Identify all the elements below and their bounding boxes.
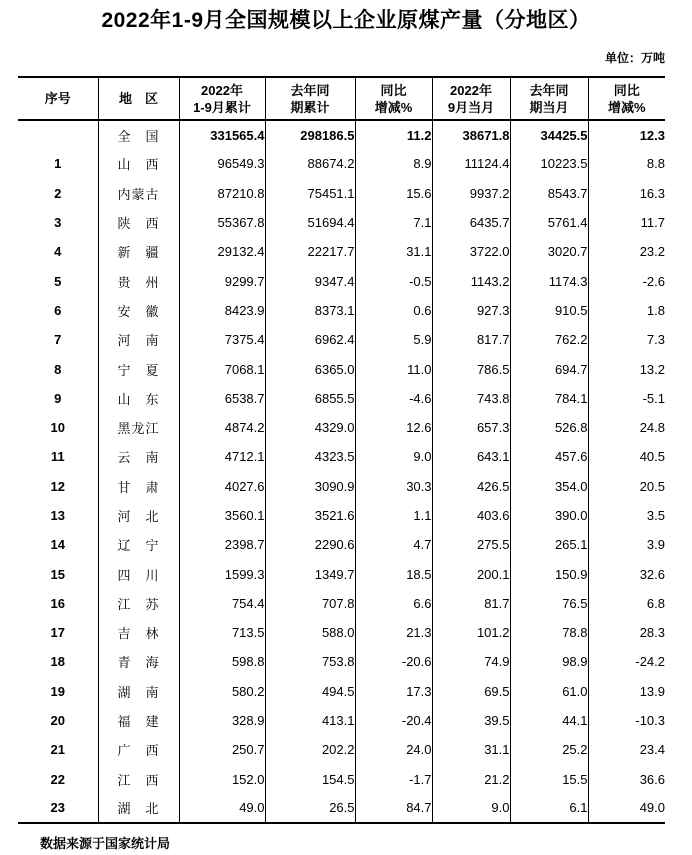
value-cell: 6.1 <box>510 794 588 823</box>
table-row <box>18 794 665 823</box>
value-cell: 36.6 <box>588 765 665 794</box>
col-header-yoy-cumulative <box>355 77 432 120</box>
value-cell: 154.5 <box>265 765 355 794</box>
value-cell: 6962.4 <box>265 325 355 354</box>
col-header-2022-september-line2: 9月当月 <box>447 99 495 115</box>
table-row <box>18 296 665 325</box>
value-cell: 12.3 <box>588 120 665 149</box>
value-cell: 457.6 <box>510 442 588 471</box>
value-cell: 1349.7 <box>265 559 355 588</box>
unit-label: 单位：万吨 <box>604 51 665 65</box>
value-cell: 8423.9 <box>179 296 265 325</box>
value-cell: 75451.1 <box>265 179 355 208</box>
value-cell: 8.9 <box>355 149 432 178</box>
value-cell: 13.2 <box>588 354 665 383</box>
region-cell: 湖 北 <box>98 794 179 823</box>
value-cell: 20.5 <box>588 472 665 501</box>
serial-cell: 3 <box>54 215 62 231</box>
value-cell: 6435.7 <box>432 208 510 237</box>
value-cell: 9937.2 <box>432 179 510 208</box>
value-cell: 6.8 <box>588 589 665 618</box>
region-cell: 内蒙古 <box>98 179 179 208</box>
header-row <box>18 77 665 120</box>
serial-cell: 22 <box>50 771 65 787</box>
value-cell: 25.2 <box>510 735 588 764</box>
value-cell: -4.6 <box>355 384 432 413</box>
col-header-region-line1: 地 区 <box>118 91 158 106</box>
region-cell: 江 苏 <box>98 589 179 618</box>
col-header-yoy-september-line1: 同比 <box>613 82 640 98</box>
serial-cell: 2 <box>54 185 62 201</box>
region-cell: 青 海 <box>98 647 179 676</box>
serial-cell: 9 <box>54 390 62 406</box>
serial-cell <box>18 120 98 149</box>
serial-cell: 6 <box>54 302 62 318</box>
region-cell: 河 北 <box>98 501 179 530</box>
serial-cell: 16 <box>50 595 65 611</box>
serial-cell: 11 <box>50 449 65 465</box>
value-cell: 275.5 <box>432 530 510 559</box>
value-cell: 910.5 <box>510 296 588 325</box>
value-cell: 29132.4 <box>179 237 265 266</box>
value-cell: 6855.5 <box>265 384 355 413</box>
value-cell: 200.1 <box>432 559 510 588</box>
table-row <box>18 618 665 647</box>
value-cell: 265.1 <box>510 530 588 559</box>
value-cell: 39.5 <box>432 706 510 735</box>
value-cell: 3020.7 <box>510 237 588 266</box>
value-cell: 49.0 <box>179 794 265 823</box>
value-cell: 9.0 <box>355 442 432 471</box>
value-cell: 15.5 <box>510 765 588 794</box>
value-cell: 55367.8 <box>179 208 265 237</box>
value-cell: 250.7 <box>179 735 265 764</box>
table-row <box>18 179 665 208</box>
value-cell: 0.6 <box>355 296 432 325</box>
value-cell: 328.9 <box>179 706 265 735</box>
value-cell: 588.0 <box>265 618 355 647</box>
table-body <box>18 120 665 823</box>
region-cell: 江 西 <box>98 765 179 794</box>
value-cell: 17.3 <box>355 677 432 706</box>
value-cell: 927.3 <box>432 296 510 325</box>
serial-cell: 19 <box>50 683 65 699</box>
value-cell: -24.2 <box>588 647 665 676</box>
serial-cell: 20 <box>50 713 65 729</box>
value-cell: 8.8 <box>588 149 665 178</box>
col-header-2022-cumulative-line1: 2022年 <box>201 82 243 98</box>
value-cell: 21.3 <box>355 618 432 647</box>
value-cell: 3521.6 <box>265 501 355 530</box>
value-cell: 3560.1 <box>179 501 265 530</box>
col-header-lastyear-september-line1: 去年同 <box>529 82 569 98</box>
region-cell: 黑龙江 <box>98 413 179 442</box>
value-cell: 87210.8 <box>179 179 265 208</box>
value-cell: 403.6 <box>432 501 510 530</box>
col-header-yoy-september-line2: 增减% <box>607 99 646 115</box>
table-row <box>18 354 665 383</box>
value-cell: 298186.5 <box>265 120 355 149</box>
value-cell: 753.8 <box>265 647 355 676</box>
value-cell: 98.9 <box>510 647 588 676</box>
col-header-lastyear-september-line2: 期当月 <box>529 99 569 115</box>
data-source-note: 数据来源于国家统计局 <box>40 836 171 852</box>
value-cell: 413.1 <box>265 706 355 735</box>
region-cell: 广 西 <box>98 735 179 764</box>
col-header-yoy-september <box>588 77 665 120</box>
value-cell: 11.2 <box>355 120 432 149</box>
table-row <box>18 589 665 618</box>
value-cell: 101.2 <box>432 618 510 647</box>
value-cell: 694.7 <box>510 354 588 383</box>
region-cell: 吉 林 <box>98 618 179 647</box>
serial-cell: 17 <box>50 625 65 641</box>
col-header-region <box>98 77 179 120</box>
value-cell: 754.4 <box>179 589 265 618</box>
value-cell: 762.2 <box>510 325 588 354</box>
value-cell: 2398.7 <box>179 530 265 559</box>
value-cell: 49.0 <box>588 794 665 823</box>
region-cell: 四 川 <box>98 559 179 588</box>
value-cell: 34425.5 <box>510 120 588 149</box>
value-cell: 7068.1 <box>179 354 265 383</box>
value-cell: 1174.3 <box>510 266 588 295</box>
value-cell: 6365.0 <box>265 354 355 383</box>
value-cell: 3722.0 <box>432 237 510 266</box>
serial-cell: 14 <box>50 537 65 553</box>
value-cell: -20.6 <box>355 647 432 676</box>
value-cell: 8373.1 <box>265 296 355 325</box>
table-row <box>18 765 665 794</box>
value-cell: 9299.7 <box>179 266 265 295</box>
value-cell: 3.9 <box>588 530 665 559</box>
value-cell: -0.5 <box>355 266 432 295</box>
table-row <box>18 266 665 295</box>
col-header-2022-cumulative-line2: 1-9月累计 <box>193 99 251 115</box>
value-cell: 4.7 <box>355 530 432 559</box>
col-header-2022-september-line1: 2022年 <box>450 82 492 98</box>
page-title: 2022年1-9月全国规模以上企业原煤产量（分地区） <box>101 9 591 32</box>
table-row <box>18 647 665 676</box>
region-cell: 宁 夏 <box>98 354 179 383</box>
value-cell: 88674.2 <box>265 149 355 178</box>
value-cell: 580.2 <box>179 677 265 706</box>
region-cell: 云 南 <box>98 442 179 471</box>
col-header-2022-cumulative <box>179 77 265 120</box>
value-cell: 4874.2 <box>179 413 265 442</box>
table-row <box>18 559 665 588</box>
value-cell: -2.6 <box>588 266 665 295</box>
value-cell: 1.1 <box>355 501 432 530</box>
value-cell: 18.5 <box>355 559 432 588</box>
table-row <box>18 735 665 764</box>
table-row <box>18 149 665 178</box>
value-cell: 12.6 <box>355 413 432 442</box>
value-cell: 2290.6 <box>265 530 355 559</box>
table-row <box>18 706 665 735</box>
value-cell: 817.7 <box>432 325 510 354</box>
value-cell: 150.9 <box>510 559 588 588</box>
region-cell: 新 疆 <box>98 237 179 266</box>
value-cell: 31.1 <box>355 237 432 266</box>
value-cell: 390.0 <box>510 501 588 530</box>
col-header-lastyear-cumulative <box>265 77 355 120</box>
serial-cell: 15 <box>50 566 65 582</box>
value-cell: 5.9 <box>355 325 432 354</box>
value-cell: 202.2 <box>265 735 355 764</box>
coal-production-table <box>18 76 665 824</box>
value-cell: 11.7 <box>588 208 665 237</box>
value-cell: 7.3 <box>588 325 665 354</box>
region-cell: 全 国 <box>98 120 179 149</box>
serial-cell: 18 <box>50 654 65 670</box>
col-header-lastyear-cumulative-line2: 期累计 <box>290 99 330 115</box>
value-cell: 6.6 <box>355 589 432 618</box>
table-row <box>18 325 665 354</box>
value-cell: 1143.2 <box>432 266 510 295</box>
region-cell: 安 徽 <box>98 296 179 325</box>
value-cell: -1.7 <box>355 765 432 794</box>
value-cell: 31.1 <box>432 735 510 764</box>
value-cell: 4712.1 <box>179 442 265 471</box>
table-row <box>18 472 665 501</box>
region-cell: 辽 宁 <box>98 530 179 559</box>
region-cell: 贵 州 <box>98 266 179 295</box>
serial-cell: 1 <box>54 156 62 172</box>
value-cell: 84.7 <box>355 794 432 823</box>
region-cell: 陕 西 <box>98 208 179 237</box>
table-row <box>18 530 665 559</box>
value-cell: 10223.5 <box>510 149 588 178</box>
value-cell: 1.8 <box>588 296 665 325</box>
value-cell: 96549.3 <box>179 149 265 178</box>
value-cell: 786.5 <box>432 354 510 383</box>
region-cell: 山 东 <box>98 384 179 413</box>
value-cell: 3090.9 <box>265 472 355 501</box>
value-cell: 32.6 <box>588 559 665 588</box>
value-cell: 713.5 <box>179 618 265 647</box>
value-cell: 3.5 <box>588 501 665 530</box>
value-cell: 426.5 <box>432 472 510 501</box>
table-row <box>18 384 665 413</box>
col-header-serial <box>18 77 98 120</box>
serial-cell: 4 <box>54 244 62 260</box>
region-cell: 河 南 <box>98 325 179 354</box>
serial-cell: 5 <box>54 273 62 289</box>
value-cell: 526.8 <box>510 413 588 442</box>
value-cell: 51694.4 <box>265 208 355 237</box>
value-cell: 9347.4 <box>265 266 355 295</box>
value-cell: 643.1 <box>432 442 510 471</box>
region-cell: 山 西 <box>98 149 179 178</box>
value-cell: 30.3 <box>355 472 432 501</box>
table-row <box>18 677 665 706</box>
value-cell: 38671.8 <box>432 120 510 149</box>
serial-cell: 10 <box>50 420 65 436</box>
col-header-2022-september <box>432 77 510 120</box>
col-header-yoy-cumulative-line2: 增减% <box>374 99 413 115</box>
col-header-lastyear-september <box>510 77 588 120</box>
value-cell: 657.3 <box>432 413 510 442</box>
region-cell: 福 建 <box>98 706 179 735</box>
table-header <box>18 77 665 120</box>
value-cell: 743.8 <box>432 384 510 413</box>
value-cell: 61.0 <box>510 677 588 706</box>
value-cell: 28.3 <box>588 618 665 647</box>
col-header-serial-line1: 序号 <box>44 91 71 106</box>
value-cell: 78.8 <box>510 618 588 647</box>
value-cell: 5761.4 <box>510 208 588 237</box>
value-cell: 24.8 <box>588 413 665 442</box>
value-cell: 9.0 <box>432 794 510 823</box>
value-cell: -20.4 <box>355 706 432 735</box>
value-cell: 7375.4 <box>179 325 265 354</box>
value-cell: 4323.5 <box>265 442 355 471</box>
region-cell: 甘 肃 <box>98 472 179 501</box>
table-row <box>18 237 665 266</box>
table-row <box>18 501 665 530</box>
table-row <box>18 442 665 471</box>
value-cell: 354.0 <box>510 472 588 501</box>
value-cell: 784.1 <box>510 384 588 413</box>
value-cell: 11.0 <box>355 354 432 383</box>
value-cell: 494.5 <box>265 677 355 706</box>
value-cell: 22217.7 <box>265 237 355 266</box>
serial-cell: 23 <box>50 800 65 816</box>
table-row <box>18 208 665 237</box>
value-cell: 4027.6 <box>179 472 265 501</box>
value-cell: 6538.7 <box>179 384 265 413</box>
value-cell: 74.9 <box>432 647 510 676</box>
serial-cell: 13 <box>50 508 65 523</box>
serial-cell: 8 <box>54 361 62 377</box>
value-cell: 81.7 <box>432 589 510 618</box>
serial-cell: 7 <box>54 332 62 348</box>
value-cell: 1599.3 <box>179 559 265 588</box>
value-cell: 707.8 <box>265 589 355 618</box>
col-header-lastyear-cumulative-line1: 去年同 <box>290 82 330 98</box>
value-cell: 4329.0 <box>265 413 355 442</box>
col-header-yoy-cumulative-line1: 同比 <box>380 82 407 98</box>
value-cell: 26.5 <box>265 794 355 823</box>
value-cell: 24.0 <box>355 735 432 764</box>
region-cell: 湖 南 <box>98 677 179 706</box>
value-cell: 16.3 <box>588 179 665 208</box>
value-cell: 7.1 <box>355 208 432 237</box>
serial-cell: 21 <box>50 742 65 758</box>
value-cell: 152.0 <box>179 765 265 794</box>
value-cell: 13.9 <box>588 677 665 706</box>
value-cell: 76.5 <box>510 589 588 618</box>
value-cell: 40.5 <box>588 442 665 471</box>
value-cell: 23.2 <box>588 237 665 266</box>
value-cell: 8543.7 <box>510 179 588 208</box>
value-cell: 23.4 <box>588 735 665 764</box>
value-cell: 11124.4 <box>432 149 510 178</box>
value-cell: -10.3 <box>588 706 665 735</box>
value-cell: 69.5 <box>432 677 510 706</box>
value-cell: 598.8 <box>179 647 265 676</box>
value-cell: 21.2 <box>432 765 510 794</box>
serial-cell: 12 <box>50 478 65 494</box>
table-row <box>18 120 665 149</box>
value-cell: 15.6 <box>355 179 432 208</box>
value-cell: -5.1 <box>588 384 665 413</box>
value-cell: 331565.4 <box>179 120 265 149</box>
value-cell: 44.1 <box>510 706 588 735</box>
table-row <box>18 413 665 442</box>
